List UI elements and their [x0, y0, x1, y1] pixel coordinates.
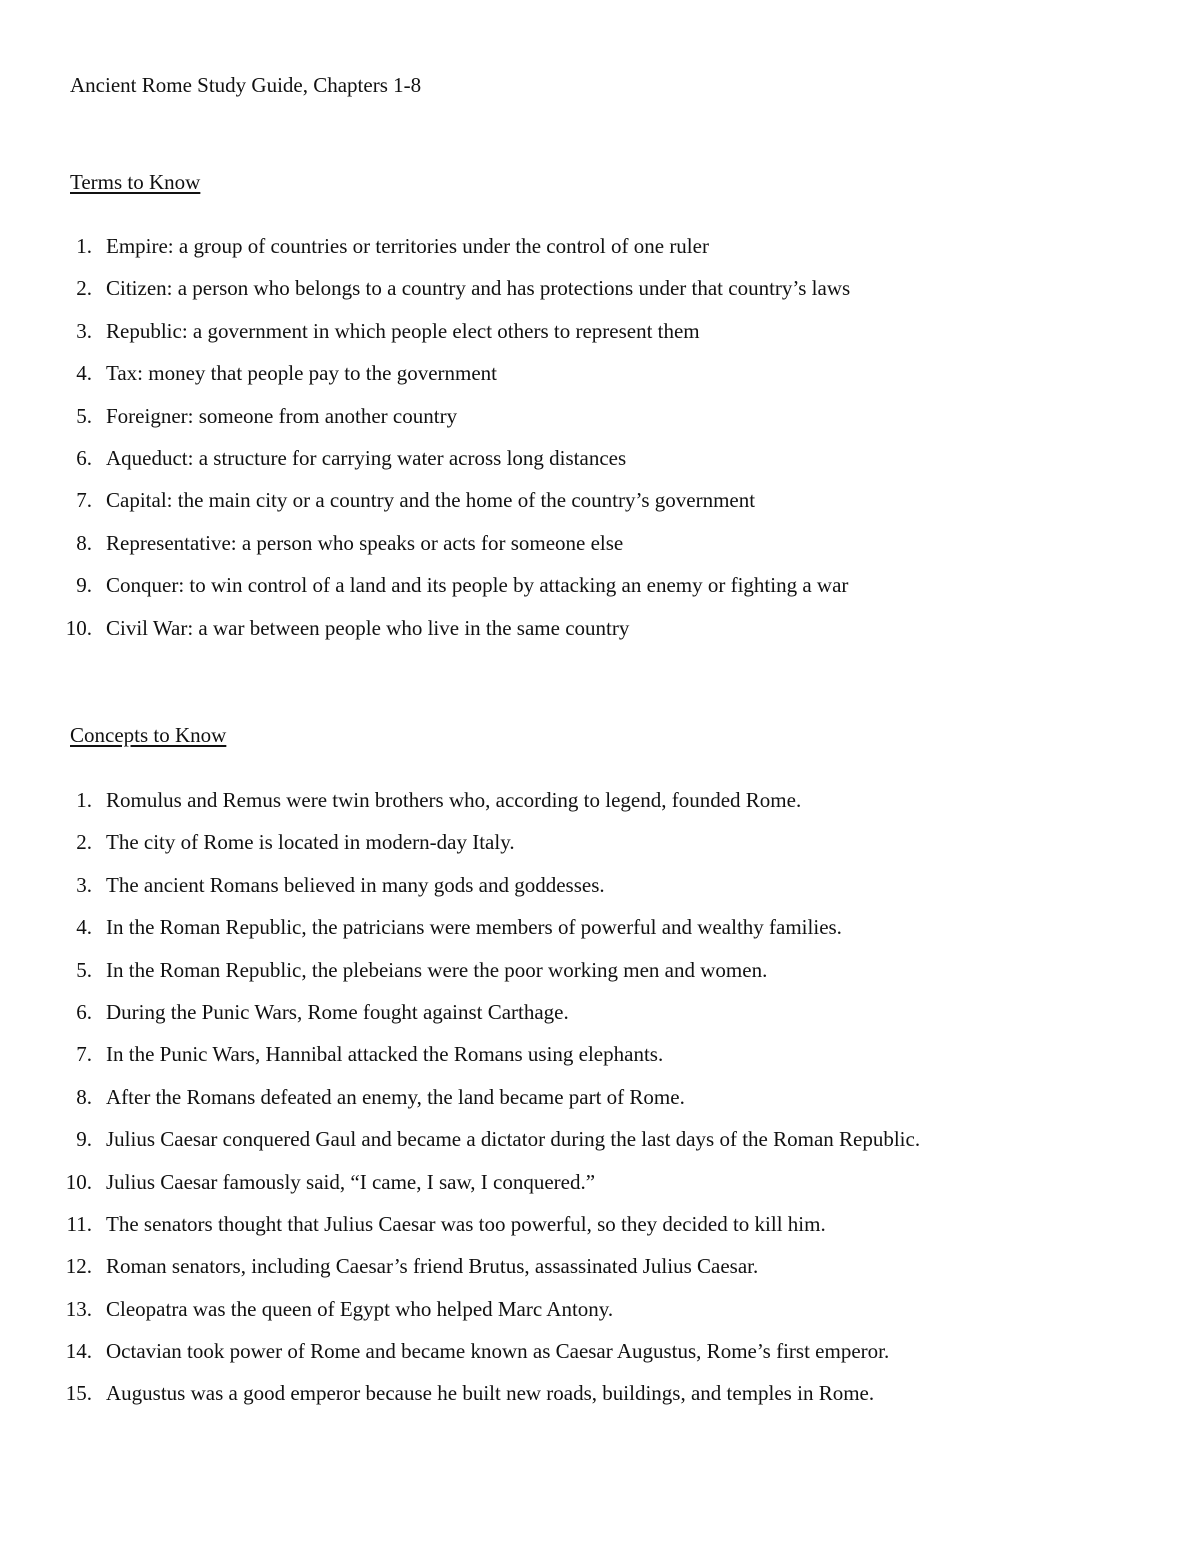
item-text: The ancient Romans believed in many gods and goddesses.	[106, 872, 605, 897]
item-text: The senators thought that Julius Caesar was too powerful, so they decided to kill him.	[106, 1211, 826, 1236]
item-number: 13.	[65, 1296, 92, 1321]
item-number: 1.	[76, 788, 92, 812]
item-text: Capital: the main city or a country and the home of the country’s government	[106, 488, 756, 513]
item-number: 6.	[76, 445, 92, 470]
item-text: Cleopatra was the queen of Egypt who helped Marc Antony.	[106, 1296, 614, 1321]
item-text: Aqueduct: a structure for carrying water across long distances	[106, 445, 627, 470]
item-number: 3.	[76, 872, 92, 897]
item-text: After the Romans defeated an enemy, the land became part of Rome.	[106, 1084, 685, 1109]
item-text: Octavian took power of Rome and became known as Caesar Augustus, Rome’s first emperor.	[106, 1339, 890, 1364]
item-number: 7.	[76, 1042, 92, 1067]
item-text: The city of Rome is located in modern-day Italy.	[106, 830, 515, 855]
item-text: Representative: a person who speaks or acts for someone else	[106, 530, 624, 555]
item-number: 8.	[76, 1084, 92, 1109]
item-number: 12.	[65, 1254, 92, 1279]
item-number: 9.	[76, 573, 92, 598]
item-text: Julius Caesar conquered Gaul and became a dictator during the last days of the Roman Republic.	[106, 1127, 921, 1152]
item-number: 3.	[76, 318, 92, 343]
item-number: 11.	[66, 1211, 92, 1236]
item-number: 6.	[76, 999, 92, 1024]
item-number: 9.	[76, 1127, 92, 1152]
item-number: 14.	[65, 1339, 92, 1364]
item-text: Citizen: a person who belongs to a country and has protections under that country’s laws	[106, 276, 851, 301]
item-text: Julius Caesar famously said, “I came, I saw, I conquered.”	[106, 1169, 596, 1194]
item-number: 7.	[76, 488, 92, 513]
item-text: Foreigner: someone from another country	[106, 403, 458, 428]
item-text: Republic: a government in which people elect others to represent them	[106, 318, 700, 343]
item-text: Roman senators, including Caesar’s friend Brutus, assassinated Julius Caesar.	[106, 1254, 759, 1279]
item-text: Augustus was a good emperor because he built new roads, buildings, and temples in Rome.	[106, 1381, 875, 1406]
item-text: Civil War: a war between people who live in the same country	[106, 615, 630, 640]
item-number: 2.	[76, 276, 92, 301]
item-number: 10.	[65, 1169, 92, 1194]
item-number: 4.	[76, 915, 92, 940]
item-text: During the Punic Wars, Rome fought against Carthage.	[106, 999, 569, 1024]
item-text: Empire: a group of countries or territories under the control of one ruler	[106, 234, 709, 258]
item-number: 5.	[76, 957, 92, 982]
item-text: In the Punic Wars, Hannibal attacked the Romans using elephants.	[106, 1042, 664, 1067]
item-text: In the Roman Republic, the plebeians were the poor working men and women.	[106, 957, 768, 982]
item-text: Romulus and Remus were twin brothers who, according to legend, founded Rome.	[106, 788, 802, 812]
item-number: 10.	[65, 615, 92, 640]
item-number: 15.	[65, 1381, 92, 1406]
concepts-heading: Concepts to Know	[70, 723, 227, 747]
item-text: Conquer: to win control of a land and its people by attacking an enemy or fighting a war	[106, 573, 849, 598]
terms-heading: Terms to Know	[70, 170, 201, 194]
item-text: In the Roman Republic, the patricians were members of powerful and wealthy families.	[106, 915, 842, 940]
item-number: 2.	[76, 830, 92, 855]
document-title: Ancient Rome Study Guide, Chapters 1-8	[70, 73, 422, 97]
item-text: Tax: money that people pay to the government	[106, 361, 498, 386]
item-number: 4.	[76, 361, 92, 386]
item-number: 1.	[76, 234, 92, 258]
item-number: 5.	[76, 403, 92, 428]
item-number: 8.	[76, 530, 92, 555]
